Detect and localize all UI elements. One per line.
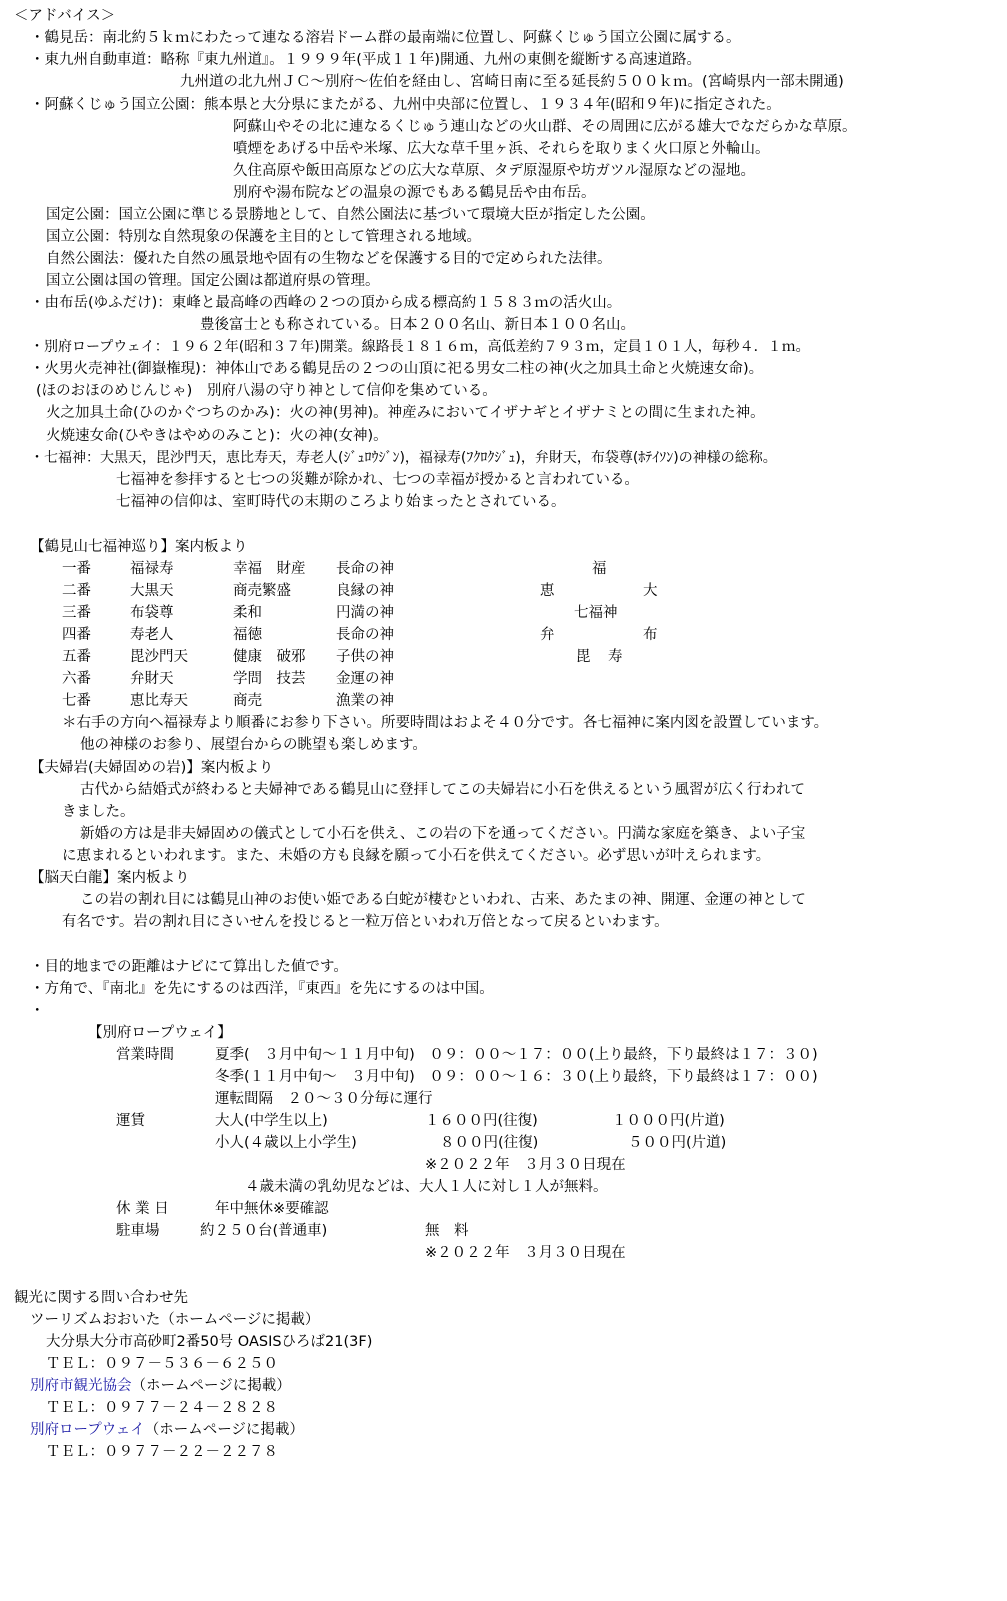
diagram-center: 七福神 bbox=[574, 605, 618, 621]
contacts-heading: 観光に関する問い合わせ先 bbox=[14, 1290, 188, 1306]
row-god: 寿老人 bbox=[130, 627, 174, 643]
diagram-bishamon: 毘 bbox=[576, 649, 591, 665]
diagram-fukurokuju: 福 bbox=[592, 561, 607, 577]
hours-summer: 夏季( ３月中旬～１１月中旬) ０９：００～１７：００(上り最終，下り最終は１７：３０) bbox=[215, 1047, 818, 1063]
row-role: 金運の神 bbox=[336, 671, 394, 687]
misc-note: ・目的地までの距離はナビにて算出した値です。 bbox=[30, 959, 348, 975]
table-row bbox=[0, 580, 1007, 602]
row-god: 大黒天 bbox=[130, 583, 174, 599]
row-benefit: 健康 破邪 bbox=[233, 649, 306, 665]
misc-note: ・ bbox=[30, 1003, 45, 1019]
row-role: 漁業の神 bbox=[336, 693, 394, 709]
holiday-label: 休 業 日 bbox=[116, 1201, 169, 1217]
shichifukujin-heading: 【鶴見山七福神巡り】案内板より bbox=[30, 539, 248, 555]
table-row bbox=[0, 558, 1007, 580]
misc-note: ・方角で、『南北』を先にするのは西洋，『東西』を先にするのは中国。 bbox=[30, 981, 494, 997]
advice-line: 久住高原や飯田高原などの広大な草原、タデ原湿原や坊ガツル湿原などの湿地。 bbox=[233, 163, 755, 179]
row-god: 弁財天 bbox=[130, 671, 174, 687]
row-number: 三番 bbox=[62, 605, 91, 621]
as-of-date: ※２０２２年 ３月３０日現在 bbox=[425, 1157, 626, 1173]
beppu-assoc-tel: ＴＥＬ：０９７７－２４－２８２８ bbox=[46, 1400, 278, 1416]
advice-line: ・別府ロープウェイ：１９６２年(昭和３７年)開業。線路長１８１６ｍ，高低差約７９３ｍ，定員１０１人，毎秒４．１ｍ。 bbox=[30, 339, 810, 355]
shichifukujin-note: 他の神様のお参り、展望台からの眺望も楽しめます。 bbox=[80, 737, 427, 753]
advice-line: 自然公園法：優れた自然の風景地や固有の生物などを保護する目的で定められた法律。 bbox=[46, 251, 612, 267]
interval: 運転間隔 ２０～３０分毎に運行 bbox=[215, 1091, 433, 1107]
ropeway-contact-row bbox=[30, 1419, 304, 1441]
fare-child-label: 小人(４歳以上小学生) bbox=[215, 1135, 357, 1151]
advice-line: ・鶴見岳：南北約５ｋｍにわたって連なる溶岩ドーム群の最南端に位置し、阿蘇くじゅう国立公園に属する。 bbox=[30, 30, 741, 46]
diagram-daikoku: 大 bbox=[643, 583, 658, 599]
hours-label: 営業時間 bbox=[116, 1047, 174, 1063]
as-of-date: ※２０２２年 ３月３０日現在 bbox=[425, 1245, 626, 1261]
row-benefit: 商売繁盛 bbox=[233, 583, 291, 599]
advice-line: 九州道の北九州ＪＣ～別府～佐伯を経由し、宮崎日南に至る延長約５００ｋｍ。(宮崎県内一部未開通) bbox=[180, 74, 844, 90]
row-god: 布袋尊 bbox=[130, 605, 174, 621]
row-number: 六番 bbox=[62, 671, 91, 687]
advice-line: 豊後富士とも称されている。日本２００名山、新日本１００名山。 bbox=[200, 317, 635, 333]
row-role: 円満の神 bbox=[336, 605, 394, 621]
advice-line: 火焼速女命(ひやきはやめのみこと)：火の神(女神)。 bbox=[46, 428, 388, 444]
ropeway-tel: ＴＥＬ：０９７７－２２－２２７８ bbox=[46, 1444, 278, 1460]
meoto-line: 古代から結婚式が終わると夫婦神である鶴見山に登拝してこの夫婦岩に小石を供えるという風習が広く行われて bbox=[80, 782, 805, 798]
advice-line: ・由布岳(ゆふだけ)：東峰と最高峰の西峰の２つの頂から成る標高約１５８３ｍの活火山。 bbox=[30, 295, 622, 311]
fare-label: 運賃 bbox=[116, 1113, 145, 1129]
advice-line: 国立公園：特別な自然現象の保護を主目的として管理される地域。 bbox=[46, 229, 481, 245]
row-benefit: 福徳 bbox=[233, 627, 262, 643]
noten-line: この岩の割れ目には鶴見山神のお使い姫である白蛇が棲むといわれ、古来、あたまの神、開運、金運の神として bbox=[80, 892, 806, 908]
row-number: 一番 bbox=[62, 561, 91, 577]
row-number: 二番 bbox=[62, 583, 91, 599]
row-benefit: 幸福 財産 bbox=[233, 561, 306, 577]
advice-line: 噴煙をあげる中岳や米塚、広大な草千里ヶ浜、それらを取りまく火口原と外輪山。 bbox=[233, 141, 770, 157]
beppu-ropeway-link[interactable]: 別府ロープウェイ bbox=[30, 1422, 145, 1438]
advice-line: 阿蘇山やその北に連なるくじゅう連山などの火山群、その周囲に広がる雄大でなだらかな草原。 bbox=[233, 119, 857, 135]
infant-note: ４歳未満の乳幼児などは、大人１人に対し１人が無料。 bbox=[245, 1179, 608, 1195]
advice-line: ・火男火売神社(御嶽権現)：神体山である鶴見岳の２つの山頂に祀る男女二柱の神(火之加具土命と火焼速女命)。 bbox=[30, 361, 764, 377]
advice-line: 国定公園：国立公園に準じる景勝地として、自然公園法に基づいて環境大臣が指定した公園。 bbox=[46, 207, 655, 223]
fare-adult-oneway: １０００円(片道) bbox=[612, 1113, 725, 1129]
shichifukujin-note: ＊右手の方向へ福禄寿より順番にお参り下さい。所要時間はおよそ４０分です。各七福神に案内図を設置しています。 bbox=[62, 715, 829, 731]
meoto-line: に恵まれるといわれます。また、未婚の方も良縁を願って小石を供えてください。必ず思いが叶えられます。 bbox=[62, 848, 771, 864]
row-benefit: 柔和 bbox=[233, 605, 262, 621]
ropeway-suffix: （ホームページに掲載） bbox=[144, 1422, 304, 1438]
advice-heading: ＜アドバイス＞ bbox=[14, 8, 116, 24]
holiday-value: 年中無休※要確認 bbox=[215, 1201, 329, 1217]
parking-fee: 無 料 bbox=[425, 1223, 469, 1239]
tourism-oita-tel: ＴＥＬ：０９７－５３６－６２５０ bbox=[46, 1356, 278, 1372]
advice-line: 七福神の信仰は、室町時代の末期のころより始まったとされている。 bbox=[116, 494, 566, 510]
tourism-oita-name: ツーリズムおおいた（ホームページに掲載） bbox=[30, 1312, 320, 1328]
advice-line: 火之加具土命(ひのかぐつちのかみ)：火の神(男神)。神産みにおいてイザナギとイザナミとの間に生まれた神。 bbox=[46, 405, 765, 421]
fare-child-oneway: ５００円(片道) bbox=[628, 1135, 727, 1151]
fare-adult-round: １６００円(往復) bbox=[425, 1113, 538, 1129]
noten-line: 有名です。岩の割れ目にさいせんを投じると一粒万倍といわれ万倍となって戻るといわます。 bbox=[62, 914, 669, 930]
meoto-line: きました。 bbox=[62, 804, 135, 820]
row-role: 長命の神 bbox=[336, 561, 394, 577]
row-role: 長命の神 bbox=[336, 627, 394, 643]
advice-line: 別府や湯布院などの温泉の源でもある鶴見岳や由布岳。 bbox=[233, 185, 596, 201]
fare-adult-label: 大人(中学生以上) bbox=[215, 1113, 328, 1129]
advice-line: 七福神を参拝すると七つの災難が除かれ、七つの幸福が授かると言われている。 bbox=[116, 472, 639, 488]
row-number: 七番 bbox=[62, 693, 91, 709]
advice-line: ・阿蘇くじゅう国立公園：熊本県と大分県にまたがる、九州中央部に位置し、１９３４年(昭和９年)に指定された。 bbox=[30, 97, 781, 113]
row-benefit: 商売 bbox=[233, 693, 262, 709]
diagram-jurojin: 寿 bbox=[608, 649, 623, 665]
meoto-line: 新婚の方は是非夫婦固めの儀式として小石を供え、この岩の下を通ってください。円満な家庭を築き、よい子宝 bbox=[80, 826, 806, 842]
beppu-tourism-association-link[interactable]: 別府市観光協会 bbox=[30, 1378, 132, 1394]
row-god: 毘沙門天 bbox=[130, 649, 188, 665]
table-row bbox=[0, 624, 1007, 646]
parking-value: 約２５０台(普通車) bbox=[200, 1223, 328, 1239]
row-number: 五番 bbox=[62, 649, 91, 665]
hours-winter: 冬季(１１月中旬～ ３月中旬) ０９：００～１６：３０(上り最終，下り最終は１７：００) bbox=[215, 1069, 818, 1085]
diagram-ebisu: 恵 bbox=[540, 583, 555, 599]
advice-line: ・東九州自動車道：略称『東九州道』。１９９９年(平成１１年)開通、九州の東側を縦断する高速道路。 bbox=[30, 52, 702, 68]
noten-heading: 【脳天白龍】案内板より bbox=[30, 870, 190, 886]
table-row bbox=[0, 690, 1007, 712]
table-row bbox=[0, 646, 1007, 668]
row-role: 子供の神 bbox=[336, 649, 394, 665]
ropeway-heading: 【別府ロープウェイ】 bbox=[88, 1025, 232, 1041]
diagram-benzaiten: 弁 bbox=[540, 627, 555, 643]
parking-label: 駐車場 bbox=[116, 1223, 160, 1239]
row-role: 良縁の神 bbox=[336, 583, 394, 599]
advice-line: 国立公園は国の管理。国定公園は都道府県の管理。 bbox=[46, 273, 380, 289]
beppu-assoc-row bbox=[30, 1375, 291, 1397]
tourism-oita-address: 大分県大分市高砂町2番50号 OASISひろば21(3F) bbox=[46, 1334, 373, 1350]
row-number: 四番 bbox=[62, 627, 91, 643]
beppu-assoc-suffix: （ホームページに掲載） bbox=[131, 1378, 291, 1394]
row-god: 恵比寿天 bbox=[130, 693, 188, 709]
diagram-hotei: 布 bbox=[643, 627, 658, 643]
table-row bbox=[0, 602, 1007, 624]
fare-child-round: ８００円(往復) bbox=[440, 1135, 539, 1151]
advice-line: (ほのおほのめじんじゃ) 別府八湯の守り神として信仰を集めている。 bbox=[36, 383, 497, 399]
meoto-heading: 【夫婦岩(夫婦固めの岩)】案内板より bbox=[30, 760, 274, 776]
row-benefit: 学問 技芸 bbox=[233, 671, 306, 687]
table-row bbox=[0, 668, 1007, 690]
row-god: 福禄寿 bbox=[130, 561, 174, 577]
advice-line: ・七福神：大黒天，毘沙門天，恵比寿天，寿老人(ｼﾞｭﾛｳｼﾞﾝ)，福禄寿(ﾌｸﾛｸｼﾞｭ)，弁財天，布袋尊(ﾎﾃｲｿﾝ)の神様の総称。 bbox=[30, 450, 777, 466]
